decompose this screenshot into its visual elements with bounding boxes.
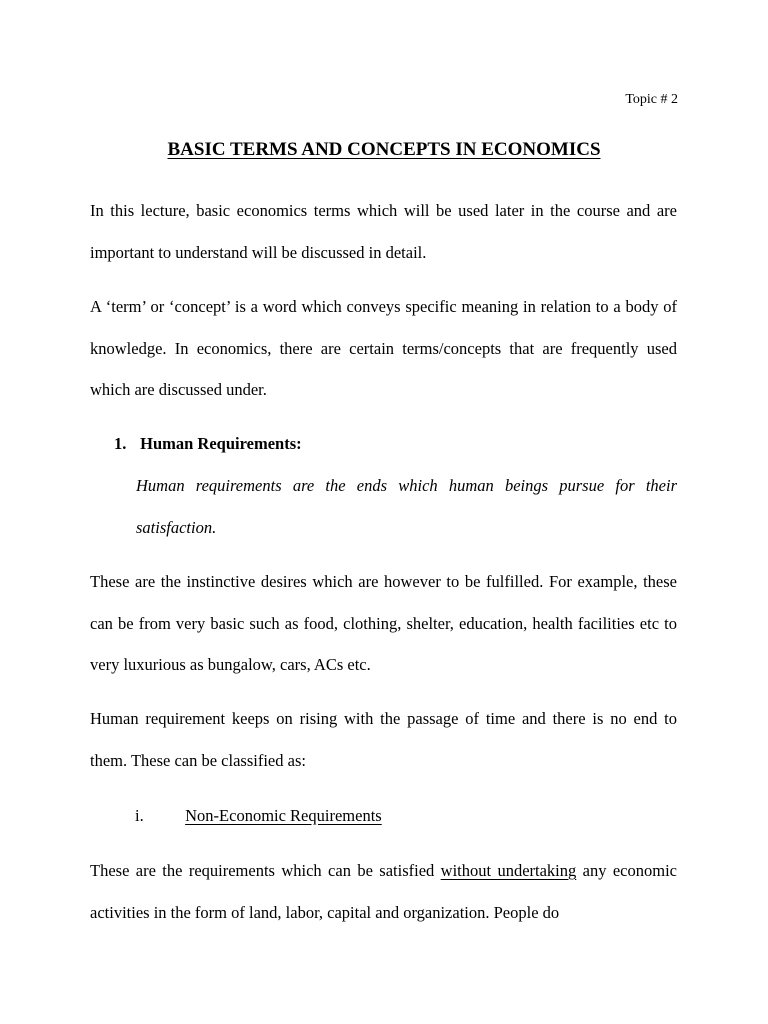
section-number: 1. xyxy=(114,434,127,453)
non-economic-underlined-phrase: without undertaking xyxy=(440,861,577,880)
section-heading-text: Human Requirements: xyxy=(140,434,302,453)
section-heading-human-requirements xyxy=(114,423,302,465)
non-economic-text-end: any economic activities in the form of land, labor, capital and organization. People do xyxy=(90,861,677,922)
subsection-non-economic xyxy=(135,795,382,837)
rising-requirements-paragraph: Human requirement keeps on rising with the passage of time and there is no end to them. These can be classified as: xyxy=(90,709,677,770)
human-requirements-definition: Human requirements are the ends which human beings pursue for their satisfaction. xyxy=(136,476,677,537)
subsection-label: Non-Economic Requirements xyxy=(185,806,382,825)
subsection-numeral: i. xyxy=(135,806,144,825)
intro-paragraph: In this lecture, basic economics terms which will be used later in the course and are important to understand will be discussed in detail. xyxy=(90,201,677,262)
instinctive-desires-paragraph: These are the instinctive desires which are however to be fulfilled. For example, these can be from very basic such as food, clothing, shelter, education, health facilities etc to very luxurious as bungalow, cars, ACs etc. xyxy=(90,572,677,674)
term-definition-paragraph: A ‘term’ or ‘concept’ is a word which conveys specific meaning in relation to a body of knowledge. In economics, there are certain terms/concepts that are frequently used which are discussed under. xyxy=(90,297,677,399)
topic-number: Topic # 2 xyxy=(625,92,678,107)
non-economic-paragraph xyxy=(90,850,677,933)
page-title: BASIC TERMS AND CONCEPTS IN ECONOMICS xyxy=(167,139,601,160)
non-economic-text-start: These are the requirements which can be satisfied xyxy=(90,861,441,880)
